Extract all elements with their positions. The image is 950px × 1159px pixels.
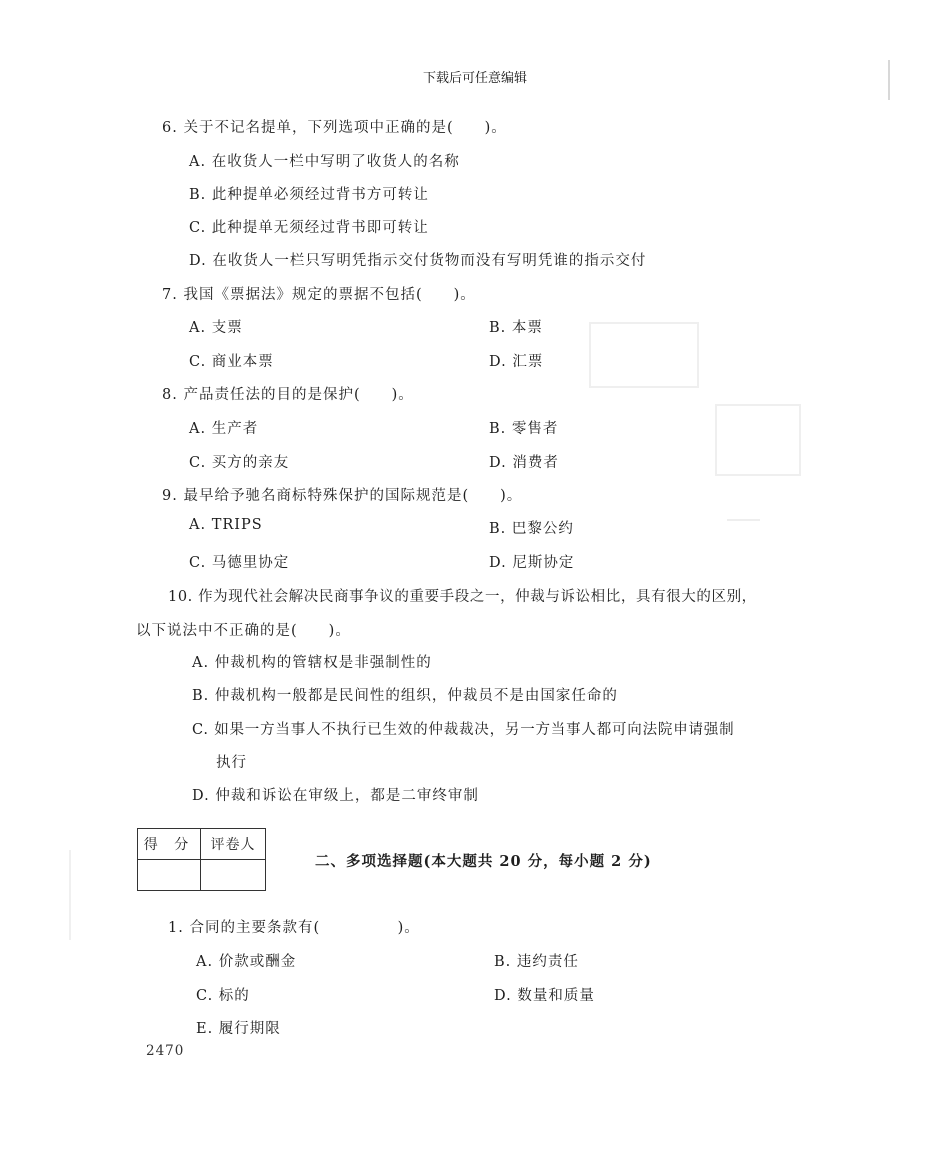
question-10-stem-line1: 10. 作为现代社会解决民商事争议的重要手段之一，仲裁与诉讼相比，具有很大的区别，: [168, 589, 757, 605]
question-7-option-b: B. 本票: [489, 320, 543, 336]
question-10-option-a: A. 仲裁机构的管辖权是非强制性的: [192, 655, 432, 671]
question-6-option-b: B. 此种提单必须经过背书方可转让: [189, 187, 429, 203]
question-9-option-b: B. 巴黎公约: [489, 521, 574, 537]
question-7-option-a: A. 支票: [189, 320, 243, 336]
multi-question-1-option-d: D. 数量和质量: [494, 988, 595, 1004]
multi-question-1-stem: 1. 合同的主要条款有( )。: [168, 920, 420, 936]
question-9-option-a: A. TRIPS: [189, 517, 263, 533]
question-9-option-c: C. 马德里协定: [189, 555, 290, 571]
question-10-option-d: D. 仲裁和诉讼在审级上，都是二审终审制: [192, 788, 479, 804]
question-6-stem: 6. 关于不记名提单，下列选项中正确的是( )。: [162, 120, 507, 136]
question-9-stem: 9. 最早给予驰名商标特殊保护的国际规范是( )。: [162, 488, 523, 504]
question-8-option-a: A. 生产者: [189, 421, 259, 437]
section-2-title: 二、多项选择题(本大题共 20 分，每小题 2 分): [315, 853, 652, 870]
question-10-stem-line2: 以下说法中不正确的是( )。: [136, 623, 351, 639]
question-9-option-d: D. 尼斯协定: [489, 555, 575, 571]
question-8-option-c: C. 买方的亲友: [189, 455, 290, 471]
multi-question-1-option-a: A. 价款或酬金: [196, 954, 297, 970]
question-10-option-c-line1: C. 如果一方当事人不执行已生效的仲裁裁决，另一方当事人都可向法院申请强制: [192, 722, 735, 738]
question-7-option-d: D. 汇票: [489, 354, 544, 370]
question-8-stem: 8. 产品责任法的目的是保护( )。: [162, 387, 414, 403]
question-7-option-c: C. 商业本票: [189, 354, 274, 370]
grader-header: 评卷人: [201, 829, 266, 860]
score-cell: [138, 860, 201, 891]
score-table: [137, 828, 266, 891]
multi-question-1-option-c: C. 标的: [196, 988, 250, 1004]
question-6-option-d: D. 在收货人一栏只写明凭指示交付货物而没有写明凭谁的指示交付: [189, 253, 647, 269]
score-header: 得 分: [138, 829, 201, 860]
page-number: 2470: [146, 1043, 185, 1059]
question-6-option-c: C. 此种提单无须经过背书即可转让: [189, 220, 429, 236]
question-10-option-b: B. 仲裁机构一般都是民间性的组织，仲裁员不是由国家任命的: [192, 688, 618, 704]
question-6-option-a: A. 在收货人一栏中写明了收货人的名称: [189, 154, 460, 170]
page-header: 下载后可任意编辑: [422, 71, 527, 86]
question-8-option-b: B. 零售者: [489, 421, 559, 437]
grader-cell: [201, 860, 266, 891]
question-10-option-c-line2: 执行: [216, 755, 247, 771]
multi-question-1-option-b: B. 违约责任: [494, 954, 579, 970]
multi-question-1-option-e: E. 履行期限: [196, 1021, 281, 1037]
question-7-stem: 7. 我国《票据法》规定的票据不包括( )。: [162, 287, 476, 303]
question-8-option-d: D. 消费者: [489, 455, 559, 471]
